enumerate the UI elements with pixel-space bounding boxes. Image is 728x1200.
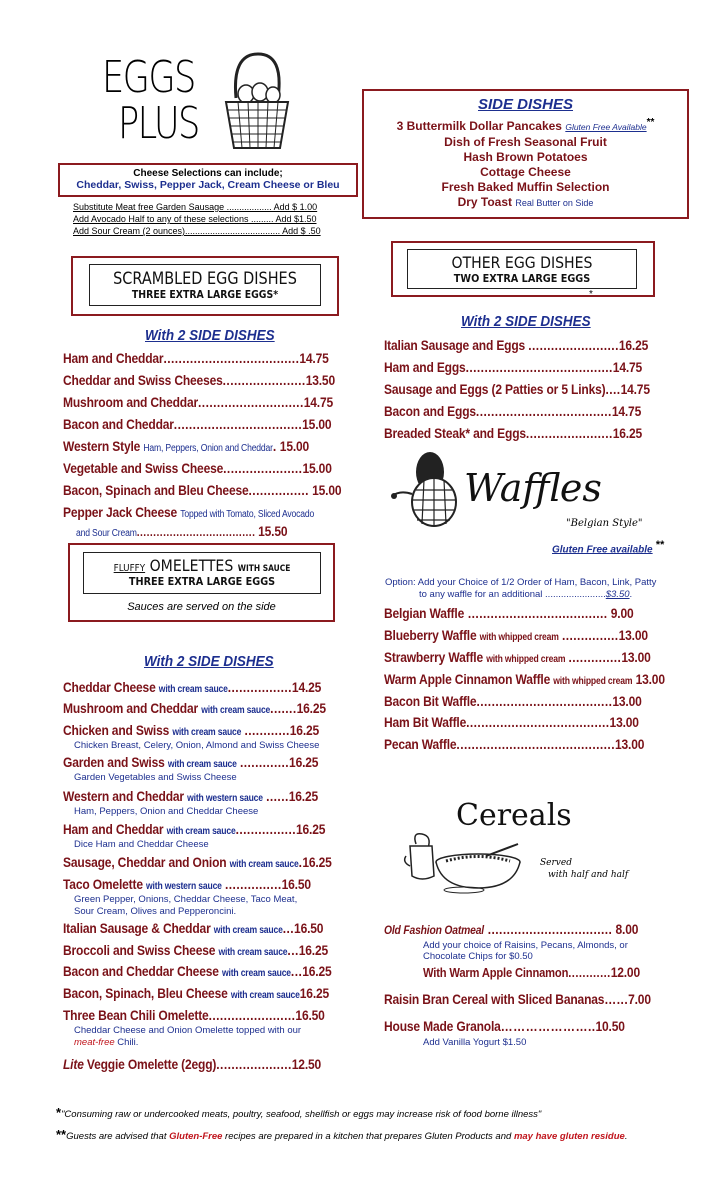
cereal-item-granola: House Made Granola…………………..10.50 — [384, 1018, 625, 1034]
granola-desc: Add Vanilla Yogurt $1.50 — [423, 1037, 527, 1048]
footer-raw-food-warning: *"Consuming raw or undercooked meats, poultry, seafood, shellfish or eggs may increase risk of food borne illness" — [56, 1105, 542, 1120]
cereals-tagline1: Served — [540, 858, 572, 868]
omelette-item: Lite Veggie Omelette (2egg)....................12.50 — [63, 1056, 322, 1072]
omelettes-header-frame — [68, 543, 335, 622]
omelette-item: Western and Cheddar with western sauce ......16.25 — [63, 788, 319, 804]
waffle-icon — [390, 450, 460, 530]
side-dish-pancakes: 3 Buttermilk Dollar Pancakes Gluten Free Available** — [396, 117, 655, 133]
waffle-item: Warm Apple Cinnamon Waffle with whipped cream 13.00 — [384, 671, 665, 687]
cereals-title: Cereals — [456, 798, 572, 833]
omelette-item: Chicken and Swiss with cream sauce ............16.25 — [63, 722, 320, 738]
omelettes-fluffy: FLUFFY — [113, 563, 146, 574]
omelette-desc: Sour Cream, Olives and Pepperoncini. — [74, 906, 237, 917]
other-egg-item: Sausage and Eggs (2 Patties or 5 Links)....14.75 — [384, 381, 650, 397]
omelettes-subtitle: THREE EXTRA LARGE EGGS — [128, 575, 276, 588]
scrambled-item: Mushroom and Cheddar............................14.75 — [63, 394, 334, 410]
cereal-item-oatmeal: Old Fashion Oatmeal ................................. 8.00 — [384, 921, 639, 937]
omelette-item: Mushroom and Cheddar with cream sauce.......16.25 — [63, 700, 326, 716]
side-dish-hashbrowns: Hash Brown Potatoes — [463, 150, 588, 164]
omelettes-header — [83, 552, 321, 594]
scrambled-item: Ham and Cheddar....................................14.75 — [63, 350, 329, 366]
other-eggs-title: OTHER EGG DISHES — [451, 253, 593, 272]
addon-garden-sausage: Substitute Meat free Garden Sausage .................. Add $ 1.00 — [73, 202, 318, 212]
scrambled-header — [89, 264, 321, 306]
scrambled-item-continued: and Sour Cream.................................... 15.50 — [76, 523, 288, 539]
omelettes-with-sides: With 2 SIDE DISHES — [144, 653, 274, 670]
other-eggs-header — [407, 249, 637, 289]
cheese-heading: Cheese Selections can include; — [133, 168, 283, 179]
omelette-item: Sausage, Cheddar and Onion with cream sauce.16.25 — [63, 854, 332, 870]
scrambled-title: SCRAMBLED EGG DISHES — [113, 269, 297, 289]
waffles-title: Waffles — [464, 466, 602, 510]
omelette-item: Ham and Cheddar with cream sauce................16.25 — [63, 821, 326, 837]
side-dish-toast: Dry Toast Real Butter on Side — [457, 195, 594, 209]
omelette-desc: Green Pepper, Onions, Cheddar Cheese, Taco Meat, — [74, 894, 298, 905]
other-eggs-with-sides: With 2 SIDE DISHES — [461, 313, 591, 330]
cereals-logo — [400, 796, 645, 900]
waffle-item: Blueberry Waffle with whipped cream ...............13.00 — [384, 627, 648, 643]
side-dish-muffin: Fresh Baked Muffin Selection — [441, 180, 610, 194]
scrambled-header-frame — [71, 256, 339, 316]
waffles-gluten-note: Gluten Free available ** — [552, 539, 664, 556]
other-egg-item: Italian Sausage and Eggs ........................16.25 — [384, 337, 649, 353]
logo-line1: EGGS — [102, 52, 195, 103]
omelette-desc: Cheddar Cheese and Onion Omelette topped with our — [74, 1025, 302, 1036]
waffle-item: Bacon Bit Waffle....................................13.00 — [384, 693, 642, 709]
waffle-option-line2: to any waffle for an additional .......................$3.50. — [419, 589, 633, 600]
omelette-desc: Garden Vegetables and Swiss Cheese — [74, 772, 237, 783]
omelettes-title: OMELETTES — [149, 556, 234, 575]
waffle-item: Strawberry Waffle with whipped cream ..............13.00 — [384, 649, 651, 665]
waffle-option-line1: Option: Add your Choice of 1/2 Order of Ham, Bacon, Link, Patty — [385, 577, 657, 588]
cereal-item-apple: With Warm Apple Cinnamon............12.00 — [423, 964, 640, 980]
omelette-item: Taco Omelette with western sauce ...............16.50 — [63, 876, 311, 892]
side-dishes-box — [362, 89, 689, 219]
scrambled-item: Vegetable and Swiss Cheese.....................15.00 — [63, 460, 332, 476]
waffle-item: Pecan Waffle..........................................13.00 — [384, 736, 645, 752]
waffles-logo — [386, 448, 652, 538]
side-dish-fruit: Dish of Fresh Seasonal Fruit — [444, 135, 607, 149]
footer-gluten-warning: **Guests are advised that Gluten-Free recipes are prepared in a kitchen that prepares Gluten Products and may have gluten residue. — [56, 1127, 628, 1142]
omelette-item: Garden and Swiss with cream sauce .............16.25 — [63, 754, 319, 770]
scrambled-item: Cheddar and Swiss Cheeses......................13.50 — [63, 372, 335, 388]
cereal-bowl-icon — [402, 826, 522, 896]
cereals-tagline2: with half and half — [548, 870, 629, 880]
other-eggs-subtitle: TWO EXTRA LARGE EGGS — [453, 272, 591, 285]
other-eggs-header-frame — [391, 241, 655, 300]
waffle-item: Belgian Waffle ..................................... 9.00 — [384, 605, 634, 621]
waffles-style: "Belgian Style" — [566, 518, 643, 529]
omelette-desc: meat-free Chili. — [74, 1037, 139, 1048]
omelette-item: Bacon, Spinach, Bleu Cheese with cream sauce16.25 — [63, 985, 330, 1001]
oatmeal-desc2: Chocolate Chips for $0.50 — [423, 951, 533, 962]
addon-avocado: Add Avocado Half to any of these selections ......... Add $1.50 — [73, 214, 317, 224]
omelette-item: Broccoli and Swiss Cheese with cream sauce...16.25 — [63, 942, 329, 958]
omelette-desc: Dice Ham and Cheddar Cheese — [74, 839, 209, 850]
omelette-item: Cheddar Cheese with cream sauce.................14.25 — [63, 679, 322, 695]
other-eggs-star: * — [589, 289, 593, 300]
scrambled-item: Bacon, Spinach and Bleu Cheese................ 15.00 — [63, 482, 342, 498]
omelette-item: Italian Sausage & Cheddar with cream sauce...16.50 — [63, 920, 324, 936]
omelette-desc: Chicken Breast, Celery, Onion, Almond and Swiss Cheese — [74, 740, 320, 751]
cheese-selections-box — [58, 163, 358, 197]
omelette-item: Bacon and Cheddar Cheese with cream sauce...16.25 — [63, 963, 332, 979]
other-egg-item: Bacon and Eggs....................................14.75 — [384, 403, 642, 419]
omelettes-with-sauce: WITH SAUCE — [237, 564, 291, 574]
oatmeal-desc1: Add your choice of Raisins, Pecans, Almonds, or — [423, 940, 628, 951]
scrambled-with-sides: With 2 SIDE DISHES — [145, 327, 275, 344]
egg-basket-icon — [218, 50, 296, 154]
waffle-item: Ham Bit Waffle......................................13.00 — [384, 714, 639, 730]
other-egg-item: Ham and Eggs.......................................14.75 — [384, 359, 643, 375]
omelette-desc: Ham, Peppers, Onion and Cheddar Cheese — [74, 806, 259, 817]
side-dishes-title: SIDE DISHES — [477, 96, 574, 113]
addon-sour-cream: Add Sour Cream (2 ounces)...................................... Add $ .50 — [73, 226, 321, 236]
cheese-list: Cheddar, Swiss, Pepper Jack, Cream Cheese or Bleu — [76, 179, 340, 191]
scrambled-item: Western Style Ham, Peppers, Onion and Cheddar. 15.00 — [63, 438, 310, 454]
other-egg-item: Breaded Steak* and Eggs.......................16.25 — [384, 425, 643, 441]
cereal-item-raisin-bran: Raisin Bran Cereal with Sliced Bananas…...7.00 — [384, 991, 651, 1007]
side-dish-cottage-cheese: Cottage Cheese — [480, 165, 571, 179]
scrambled-subtitle: THREE EXTRA LARGE EGGS* — [131, 288, 279, 301]
logo-line2: PLUS — [118, 98, 199, 149]
logo — [98, 52, 298, 157]
scrambled-item: Pepper Jack Cheese Topped with Tomato, Sliced Avocado — [63, 504, 315, 520]
omelette-item: Three Bean Chili Omelette.......................16.50 — [63, 1007, 325, 1023]
scrambled-item: Bacon and Cheddar..................................15.00 — [63, 416, 332, 432]
omelettes-sauces-note: Sauces are served on the side — [127, 601, 276, 613]
